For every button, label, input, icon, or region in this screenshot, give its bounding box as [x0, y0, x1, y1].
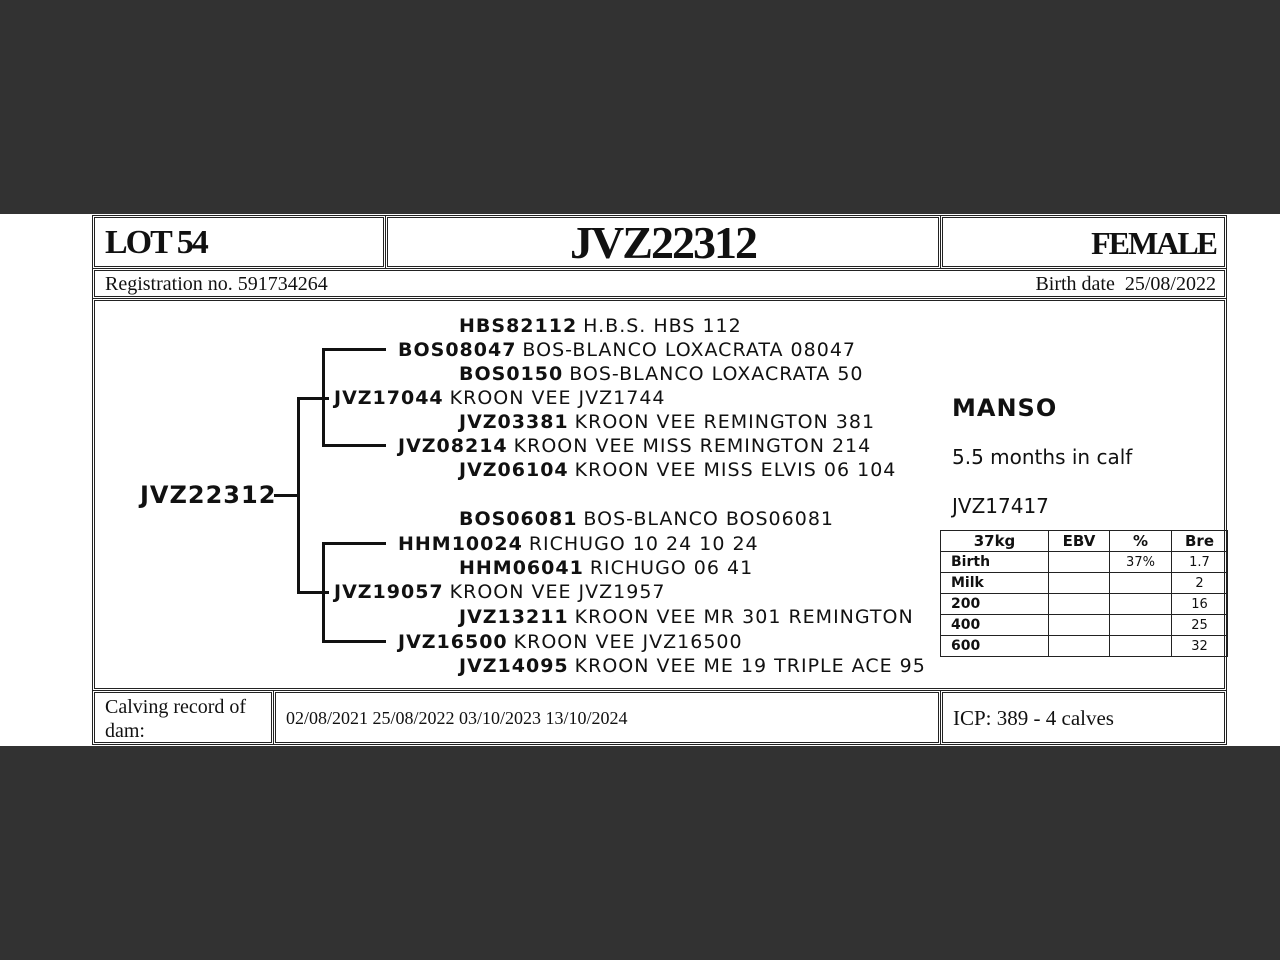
tree-line-sire-sire [322, 348, 386, 351]
pedigree-code: JVZ08214 [398, 435, 508, 457]
tree-line-dam-dam [322, 640, 386, 643]
pedigree-sds [459, 410, 875, 434]
pedigree-name: KROON VEE JVZ1957 [449, 581, 666, 603]
tree-line-dam-sire [322, 542, 386, 545]
ebv-value [1049, 552, 1110, 573]
pedigree-sire [334, 386, 666, 410]
icp-box [940, 690, 1227, 745]
ebv-breed: 25 [1172, 615, 1228, 636]
tree-line-dam-parents [322, 542, 325, 642]
pedigree-name: KROON VEE JVZ1744 [449, 387, 666, 409]
lot-box [92, 215, 386, 269]
pedigree-code: BOS06081 [459, 508, 578, 530]
tree-line-parents [297, 397, 300, 593]
pregnancy-status: 5.5 months in calf [952, 445, 1133, 469]
pedigree-code: HBS82112 [459, 315, 578, 337]
pedigree-code: JVZ06104 [459, 459, 569, 481]
pedigree-ddd [459, 654, 926, 678]
ebv-header: 37kg [941, 531, 1049, 552]
pedigree-dam [334, 580, 666, 604]
lot-card [0, 214, 1280, 746]
pedigree-ssd [459, 362, 864, 386]
ebv-breed: 16 [1172, 594, 1228, 615]
ebv-label: 200 [941, 594, 1049, 615]
pedigree-code: JVZ03381 [459, 411, 569, 433]
pedigree-code: JVZ13211 [459, 606, 569, 628]
pedigree-name: KROON VEE MISS ELVIS 06 104 [574, 459, 897, 481]
pedigree-code: HHM06041 [459, 557, 584, 579]
pedigree-code: JVZ17044 [334, 387, 444, 409]
ebv-header: EBV [1049, 531, 1110, 552]
ebv-row [941, 594, 1228, 615]
registration-label: Registration no. [105, 273, 233, 295]
ebv-row [941, 636, 1228, 657]
pedigree-name: KROON VEE REMINGTON 381 [574, 411, 876, 433]
pedigree-code: HHM10024 [398, 533, 523, 555]
pedigree-dd [398, 630, 743, 654]
ebv-percent [1110, 594, 1172, 615]
pedigree-code: BOS08047 [398, 339, 517, 361]
ebv-percent: 37% [1110, 552, 1172, 573]
ebv-breed: 32 [1172, 636, 1228, 657]
ebv-label: 400 [941, 615, 1049, 636]
ebv-value [1049, 615, 1110, 636]
ebv-label: Milk [941, 573, 1049, 594]
sex-box [940, 215, 1227, 269]
ebv-breed: 1.7 [1172, 552, 1228, 573]
lot-number: LOT 54 [105, 224, 207, 261]
pedigree-animal: JVZ22312 [140, 481, 277, 509]
ebv-row [941, 573, 1228, 594]
ebv-percent [1110, 573, 1172, 594]
pedigree-name: KROON VEE MR 301 REMINGTON [574, 606, 914, 628]
tree-line-sire-dam [322, 444, 386, 447]
pedigree-dsd [459, 556, 753, 580]
pedigree-name: RICHUGO 06 41 [589, 557, 754, 579]
pedigree-sss [459, 314, 742, 338]
birth-date-value: 25/08/2022 [1124, 273, 1216, 295]
pedigree-ds [398, 532, 759, 556]
birth-date-label: Birth date [1035, 273, 1115, 295]
pedigree-name: KROON VEE JVZ16500 [513, 631, 743, 653]
calving-dates: 02/08/2021 25/08/2022 03/10/2023 13/10/2024 [286, 708, 628, 728]
ebv-breed: 2 [1172, 573, 1228, 594]
ebv-header: Bre [1172, 531, 1228, 552]
pedigree-dds [459, 605, 914, 629]
pedigree-name: H.B.S. HBS 112 [583, 315, 742, 337]
ebv-label: 600 [941, 636, 1049, 657]
ebv-value [1049, 636, 1110, 657]
pedigree-name: BOS-BLANCO LOXACRATA 50 [569, 363, 864, 385]
bull-name: MANSO [952, 394, 1058, 422]
calving-label-box [92, 690, 274, 745]
pedigree-ss [398, 338, 856, 362]
ebv-value [1049, 573, 1110, 594]
ebv-header: % [1110, 531, 1172, 552]
ebv-row [941, 615, 1228, 636]
registration-number: 591734264 [237, 273, 328, 295]
animal-id-box [385, 215, 941, 269]
animal-id-title: JVZ22312 [570, 217, 756, 268]
registration-row [92, 268, 1227, 299]
ebv-percent [1110, 636, 1172, 657]
ebv-percent [1110, 615, 1172, 636]
pedigree-code: JVZ14095 [459, 655, 569, 677]
pedigree-name: KROON VEE MISS REMINGTON 214 [513, 435, 872, 457]
pedigree-code: BOS0150 [459, 363, 564, 385]
pedigree-name: RICHUGO 10 24 10 24 [528, 533, 759, 555]
ebv-value [1049, 594, 1110, 615]
pedigree-sdd [459, 458, 896, 482]
calving-dates-box [273, 690, 941, 745]
registration-text [105, 271, 328, 297]
ebv-table [940, 530, 1228, 657]
calving-label: Calving record of dam: [105, 696, 247, 742]
pedigree-code: JVZ19057 [334, 581, 444, 603]
pedigree-code: JVZ16500 [398, 631, 508, 653]
pedigree-name: KROON VEE ME 19 TRIPLE ACE 95 [574, 655, 926, 677]
pedigree-name: BOS-BLANCO BOS06081 [583, 508, 835, 530]
tree-line-sire-parents [322, 348, 325, 446]
service-sire: JVZ17417 [952, 494, 1049, 518]
ebv-row [941, 552, 1228, 573]
tree-line-animal [274, 494, 298, 497]
pedigree-name: BOS-BLANCO LOXACRATA 08047 [522, 339, 857, 361]
sex-label: FEMALE [1091, 225, 1216, 261]
pedigree-sd [398, 434, 871, 458]
pedigree-dss [459, 507, 834, 531]
ebv-label: Birth [941, 552, 1049, 573]
ebv-header-row [941, 531, 1228, 552]
birth-date-text [1035, 271, 1216, 297]
icp-value: ICP: 389 - 4 calves [953, 706, 1114, 730]
